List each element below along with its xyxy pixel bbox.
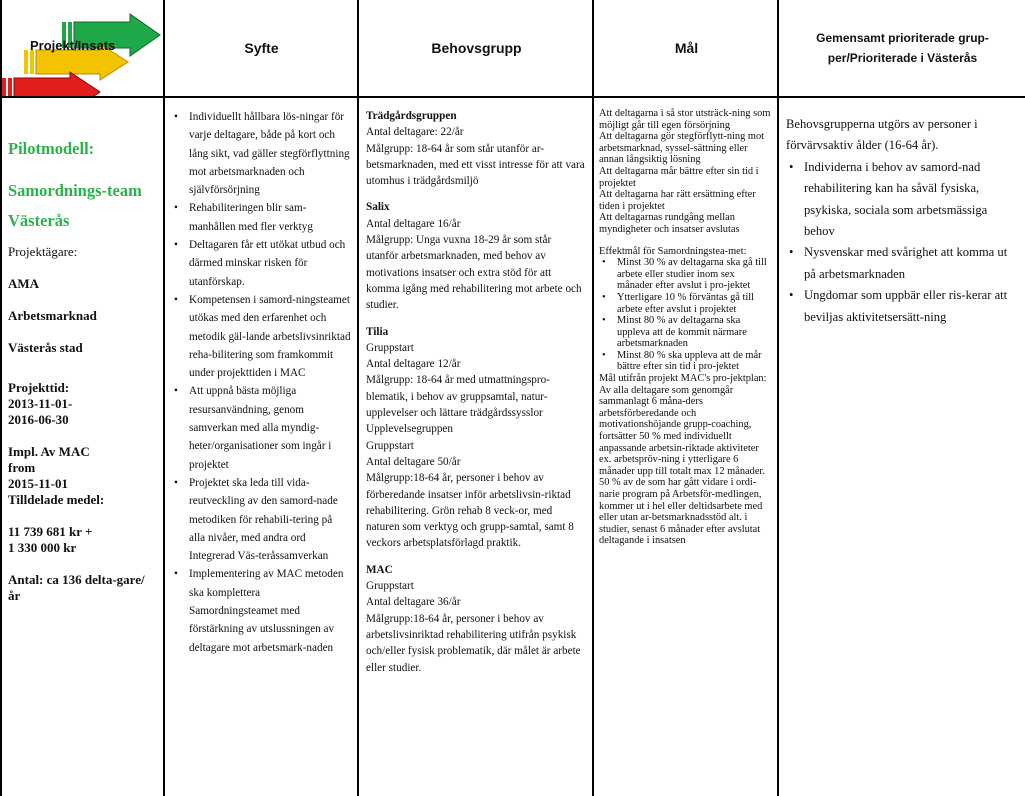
- group-count: Antal deltagare: 22/år: [366, 126, 464, 139]
- priority-list: [786, 157, 1017, 328]
- list-item: • Att uppnå bästa möjliga resursanvändning, genom samverkan med alla myndig-heter/organisationer som ingår i projektet: [171, 382, 351, 473]
- grid-line: [592, 0, 594, 796]
- group-title: Salix: [366, 201, 390, 214]
- grid-line: [777, 0, 779, 796]
- group-start: Gruppstart: [366, 580, 414, 593]
- group-start: Gruppstart: [366, 439, 414, 452]
- period-end: 2016-06-30: [8, 412, 69, 427]
- owner-ama: AMA: [8, 276, 40, 291]
- header-projekt: Projekt/Insats: [30, 38, 116, 53]
- list-item: • Minst 80 % ska uppleva att de mår bättre efter sin tid i pro-jektet: [599, 350, 772, 373]
- effect-label: Effektmål för Samordningstea-met:: [599, 245, 747, 257]
- syfte-list: [171, 108, 351, 657]
- goal-text: Att deltagarnas rundgång mellan myndigheter och insatser avslutas: [599, 212, 740, 235]
- group-title: MAC: [366, 563, 393, 576]
- list-item: • Deltagaren får ett utökat utbud och därmed minskar risken för utanförskap.: [171, 236, 351, 291]
- effect-list: [599, 257, 772, 373]
- group-target: Målgrupp:18-64 år, personer i behov av arbetslivsinriktad rehabilitering utifrån psykisk och/eller fysisk problematik, där målet är arbete eller studier.: [366, 612, 581, 674]
- list-item: • Minst 30 % av deltagarna ska gå till arbete eller studier inom sex månader efter avslut i pro-jektet: [599, 257, 772, 292]
- funds-value2: 1 330 000 kr: [8, 540, 77, 555]
- group-count: Antal deltagare 16/år: [366, 217, 461, 230]
- list-item: • Individerna i behov av samord-nad rehabilitering kan ha såväl fysiska, psykiska, sociala som arbetsmässiga behov: [786, 157, 1017, 243]
- header-syfte: Syfte: [165, 0, 358, 98]
- funds-value1: 11 739 681 kr +: [8, 524, 93, 539]
- group-count: Antal deltagare 36/år: [366, 596, 461, 609]
- project-title-line1: Pilotmodell:: [8, 139, 95, 158]
- group-count: Antal deltagare 50/år: [366, 455, 461, 468]
- grid-line: [357, 0, 359, 796]
- group-target: Målgrupp:18-64 år, personer i behov av förberedande insatser inför arbetslivsin-riktad rehabilitering. Grön rehab 8 veck-or, med naturen som verktyg och grupp-samtal, samt 8 veckors arbetsplatsförlagd praktik.: [366, 472, 574, 550]
- prioriterade-cell: [780, 100, 1025, 328]
- owner-label: Projektägare:: [8, 244, 78, 259]
- participant-count: Antal: ca 136 delta-gare/år: [8, 572, 145, 603]
- header-prioriterade: Gemensamt prioriterade grup-per/Prioriterade i Västerås: [780, 0, 1025, 98]
- group-target: Målgrupp: 18-64 år som står utanför ar-betsmarknaden, med ett visst intresse för att vara utomhus i trädgårdsmiljö: [366, 142, 585, 188]
- project-cell: [2, 100, 162, 604]
- list-item: • Ungdomar som uppbär eller ris-kerar att beviljas aktivitetsersätt-ning: [786, 285, 1017, 328]
- list-item: • Ytterligare 10 % förväntas gå till arbete efter avslut i projektet: [599, 292, 772, 315]
- group-count: Antal deltagare 12/år: [366, 358, 461, 371]
- period-label: Projekttid:: [8, 380, 70, 395]
- impl-date: 2015-11-01: [8, 476, 68, 491]
- goal-text: Att deltagarna mår bättre efter sin tid i projektet: [599, 165, 759, 189]
- owner-arbetsmarknad: Arbetsmarknad: [8, 308, 97, 323]
- list-item: • Projektet ska leda till vida-reutveckling av den samord-nade metodiken för rehabili-tering på alla nivåer, med andra ord Integrerad Väs-teråssamverkan: [171, 474, 351, 565]
- list-item: • Rehabiliteringen blir sam-manhållen med fler verktyg: [171, 199, 351, 236]
- list-item: • Nysvenskar med svårighet att komma ut på arbetsmarknaden: [786, 242, 1017, 285]
- priority-intro: Behovsgrupperna utgörs av personer i förvärvsaktiv ålder (16-64 år).: [786, 117, 978, 153]
- list-item: • Minst 80 % av deltagarna ska uppleva att de kommit närmare arbetsmarknaden: [599, 315, 772, 350]
- syfte-cell: [165, 100, 357, 657]
- mal-cell: [595, 100, 777, 547]
- group-title: Trädgårdsgruppen: [366, 110, 457, 122]
- behovsgrupp-cell: [360, 100, 592, 676]
- mac-goal-text: Mål utifrån projekt MAC's pro-jektplan: Av alla deltagare som genomgår sammanlagt 6 måna-ders arbetsförberedande och motivationshöjande grupp-coaching, fortsätter 50 % med individuellt anpassande arbetsin-riktade aktiviteter ex. arbetspröv-ning i ytterligare 6 månader upp till totalt max 12 månader. 50 % av de som har gått vidare i ordi-narie program på Arbetsför-medlingen, kommer ut i hel eller deltidsarbete med eller utan ar-betsmarknadsstöd alt. i studier, senast 6 månader efter avslutat deltagande i insatsen: [599, 373, 767, 547]
- group-target: Målgrupp: 18-64 år med utmattningspro-blematik, i behov av gruppsamtal, natur-upplevelser och lättare trädgårdssysslor Upplevelsegruppen: [366, 374, 550, 436]
- header-mal: Mål: [595, 0, 778, 98]
- list-item: • Kompetensen i samord-ningsteamet utökas med den erfarenhet och metodik gäl-lande arbetslivsinriktad reha-bilitering som framkommit under projekttiden i MAC: [171, 291, 351, 382]
- goal-text: Att deltagarna gör stegförflytt-ning mot arbetsmarknad, syssel-sättning eller annan långsiktig lösning: [599, 131, 765, 166]
- period-start: 2013-11-01-: [8, 396, 73, 411]
- header-behovsgrupp: Behovsgrupp: [360, 0, 593, 98]
- goal-text: Att deltagarna i så stor utsträck-ning som möjligt går till egen försörjning: [599, 108, 771, 131]
- group-title: Tilia: [366, 325, 389, 338]
- goal-text: Att deltagarna har rätt ersättning efter tiden i projektet: [599, 189, 756, 212]
- group-target: Målgrupp: Unga vuxna 18-29 år som står utanför arbetsmarknaden, med behov av motivations insatser och extra stöd för att komma igång med rehabilitering mot arbete och studier.: [366, 234, 582, 312]
- group-start: Gruppstart: [366, 341, 414, 354]
- list-item: • Individuellt hållbara lös-ningar för varje deltagare, både på kort och lång sikt, vad gäller stegförflyttning mot arbetsmarknaden och självförsörjning: [171, 108, 351, 199]
- impl-from: from: [8, 460, 36, 475]
- owner-vasteras: Västerås stad: [8, 340, 83, 355]
- project-title-line2: Samordnings-team Västerås: [8, 181, 142, 230]
- funds-label: Tilldelade medel:: [8, 492, 105, 507]
- list-item: • Implementering av MAC metoden ska komplettera Samordningsteamet med förstärkning av utslussningen av deltagare mot arbetsmark-naden: [171, 565, 351, 656]
- impl-label: Impl. Av MAC: [8, 444, 90, 459]
